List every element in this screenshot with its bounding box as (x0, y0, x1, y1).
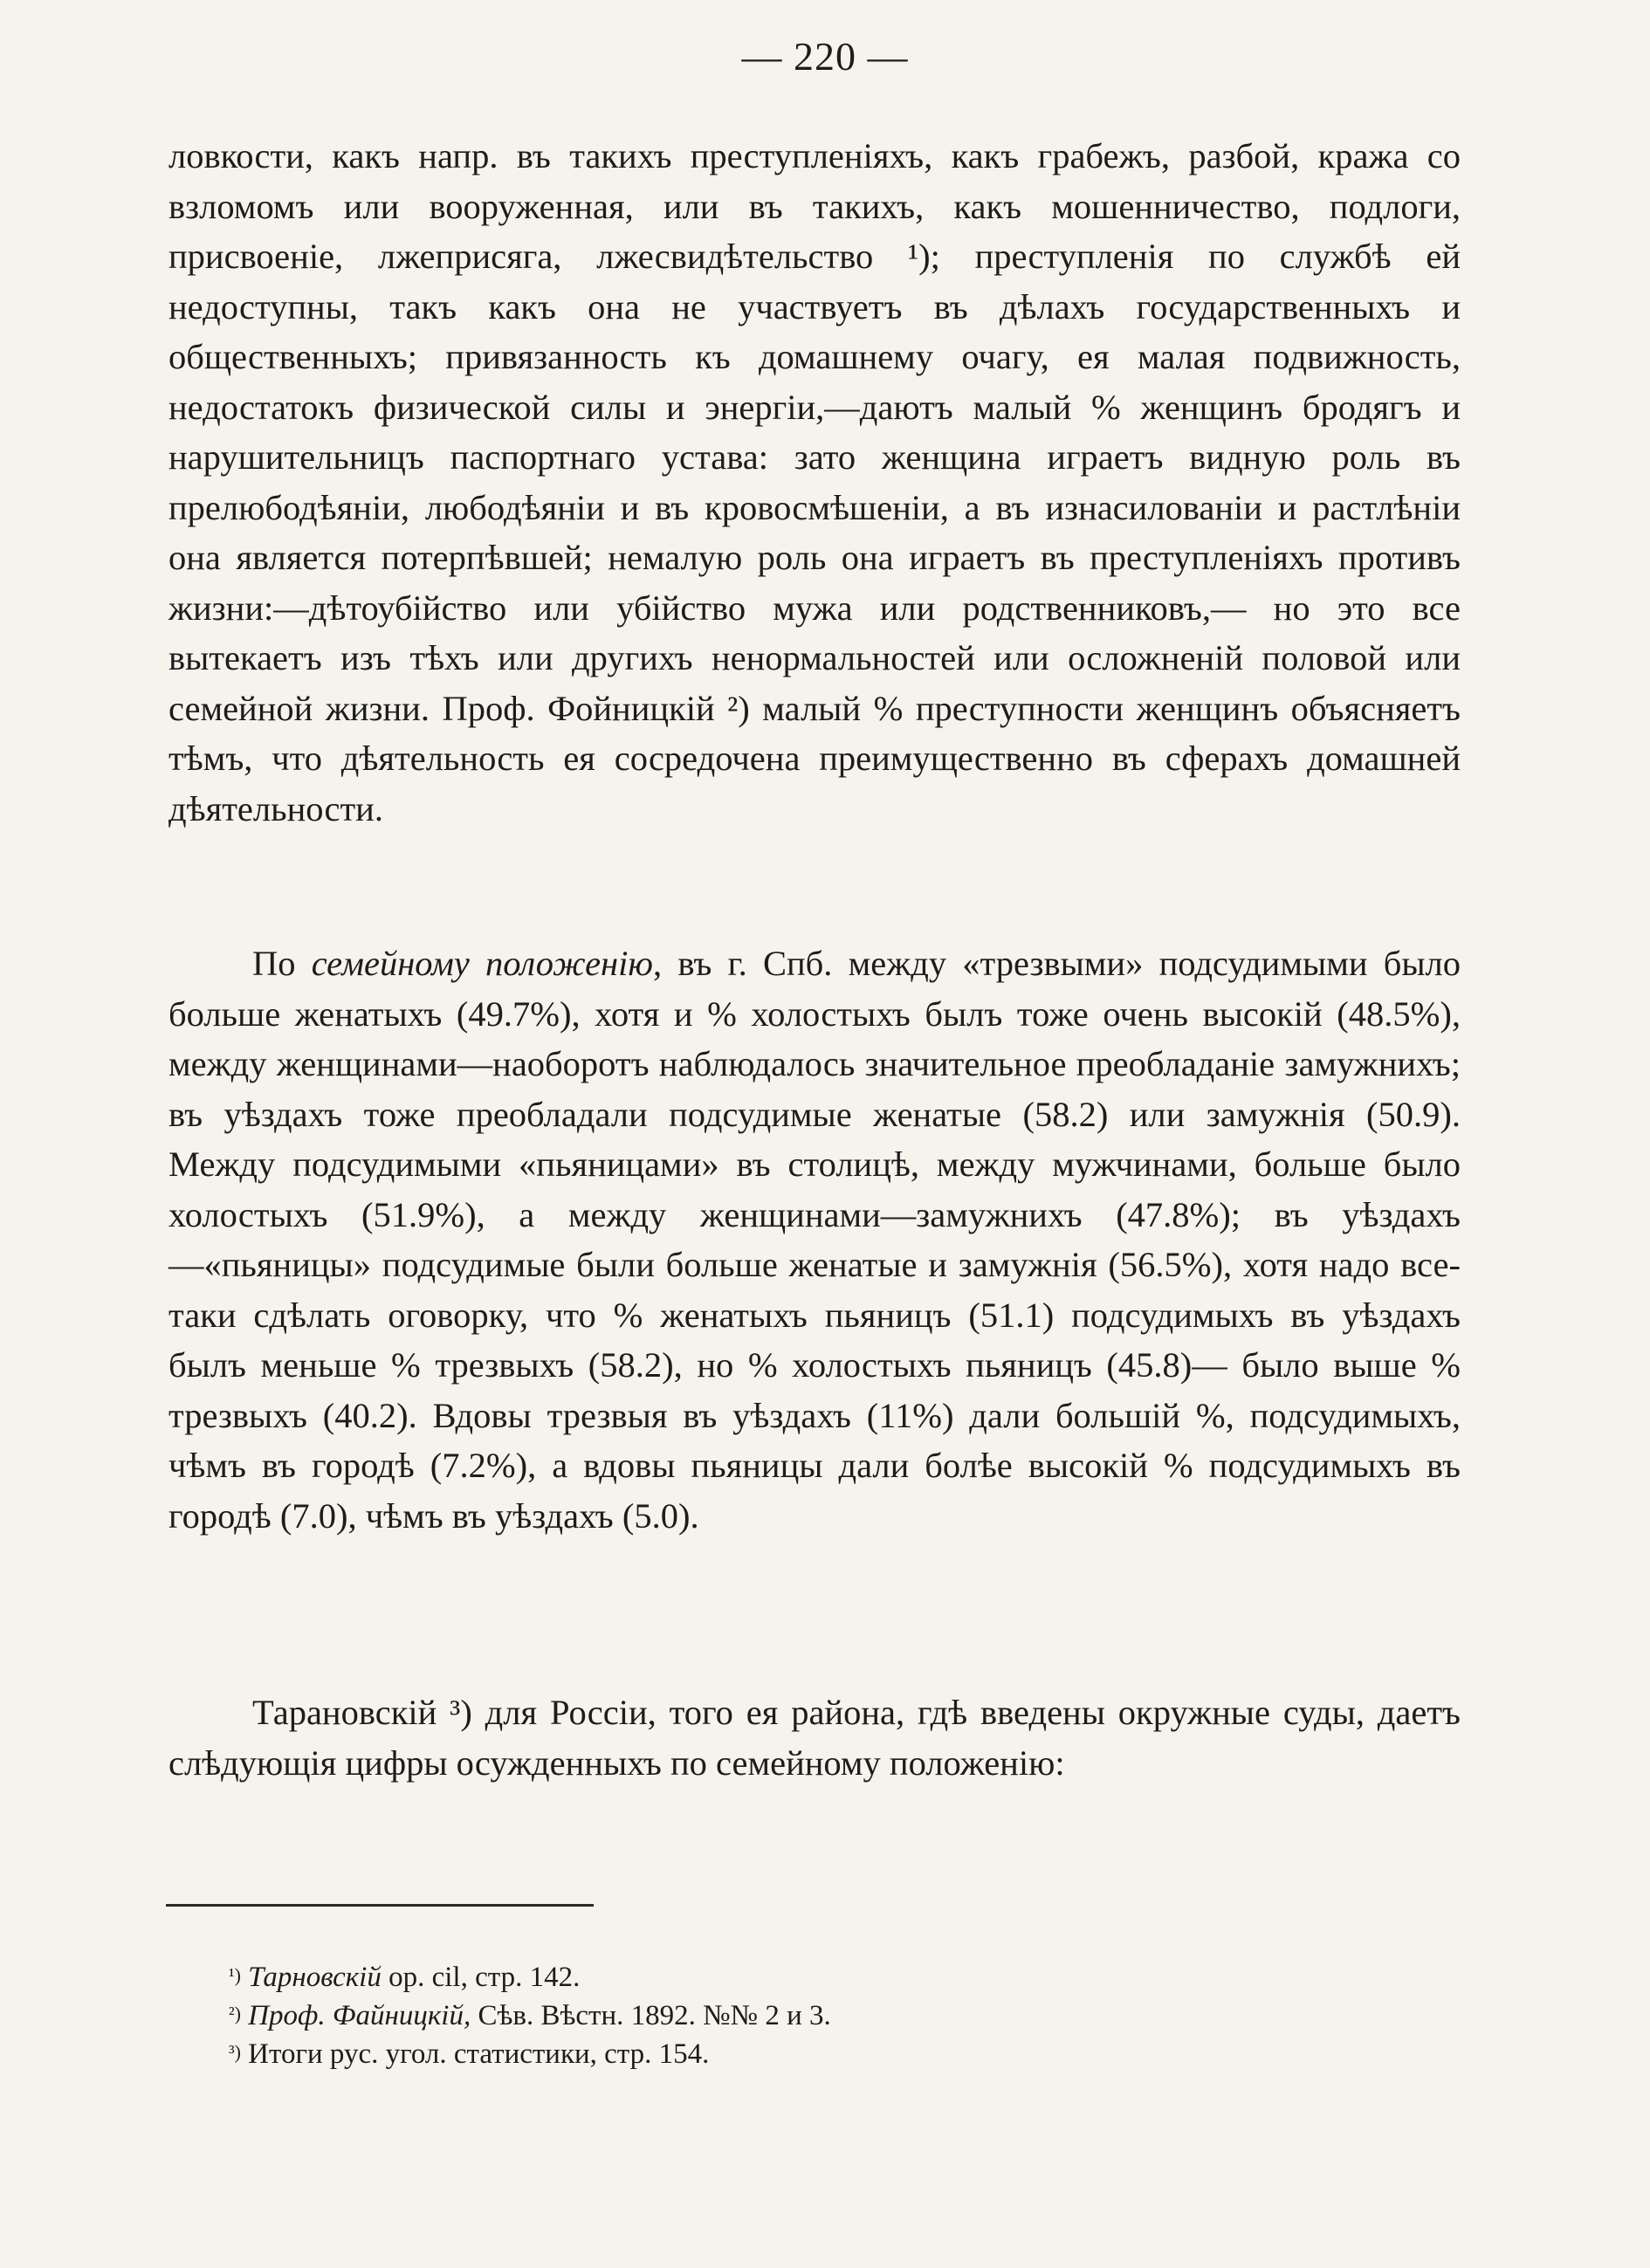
paragraph-lead: По (252, 944, 312, 983)
paragraph-text: Тарановскій ³) для Россіи, того ея района, гдѣ введены окружные суды, даетъ слѣдующія цифры осужденныхъ по семейному положенію: (168, 1693, 1461, 1783)
footnote-author: Тарновскій (248, 1962, 382, 1993)
footnote-text: Итоги рус. угол. статистики, стр. 154. (248, 2038, 710, 2070)
paragraph-text: , въ г. Спб. между «трезвыми» подсудимыми было больше женатыхъ (49.7%), хотя и % холостыхъ былъ тоже очень высокій (48.5%), между женщинами—наоборотъ наблюдалось значительное преобладаніе замужнихъ; въ уѣздахъ тоже преобладали подсудимые женатые (58.2) или замужнія (50.9). Между подсудимыми «пьяницами» въ столицѣ, между мужчинами, больше было холостыхъ (51.9%), а между женщинами—замужнихъ (47.8%); въ уѣздахъ—«пьяницы» подсудимые были больше женатые и замужнія (56.5%), хотя надо все-таки сдѣлать оговорку, что % женатыхъ пьяницъ (51.1) подсудимыхъ въ уѣздахъ былъ меньше % трезвыхъ (58.2), но % холостыхъ пьяницъ (45.8)— было выше % трезвыхъ (40.2). Вдовы трезвыя въ уѣздахъ (11%) дали большій %, подсудимыхъ, чѣмъ въ городѣ (7.2%), а вдовы пьяницы дали болѣе высокій % подсудимыхъ въ городѣ (7.0), чѣмъ въ уѣздахъ (5.0). (168, 944, 1461, 1536)
footnote-mark: ³) (229, 2041, 241, 2063)
footnote-mark: ²) (229, 2003, 241, 2024)
paragraph-text-container (168, 938, 1461, 1541)
emphasis-term: семейному положенію (311, 944, 653, 983)
page-number: — 220 — (741, 34, 909, 79)
footnote-2 (229, 1997, 1407, 2035)
footnote-mark: ¹) (229, 1964, 241, 1986)
paragraph-3 (168, 1687, 1461, 1788)
footnote-1 (229, 1958, 1407, 1997)
footnote-3 (229, 2035, 1407, 2073)
footnote-author: Проф. Файницкій, (248, 2000, 471, 2031)
paragraph-2 (168, 938, 1461, 1541)
footnote-text: Сѣв. Вѣстн. 1892. №№ 2 и 3. (471, 2000, 831, 2031)
footnote-divider (166, 1904, 594, 1907)
paragraph-text: ловкости, какъ напр. въ такихъ преступленіяхъ, какъ грабежъ, разбой, кража со взломомъ или вооруженная, или въ такихъ, какъ мошенничество, подлоги, присвоеніе, лжеприсяга, лжесвидѣтельство ¹); преступленія по службѣ ей недоступны, такъ какъ она не участвуетъ въ дѣлахъ государственныхъ и общественныхъ; привязанность къ домашнему очагу, ея малая подвижность, недостатокъ физической силы и энергіи,—даютъ малый % женщинъ бродягъ и нарушительницъ паспортнаго устава: зато женщина играетъ видную роль въ прелюбодѣяніи, любодѣяніи и въ кровосмѣшеніи, а въ изнасилованіи и растлѣніи она является потерпѣвшей; немалую роль она играетъ въ преступленіяхъ противъ жизни:—дѣтоубійство или убійство мужа или родственниковъ,— но это все вытекаетъ изъ тѣхъ или другихъ ненормальностей или осложненій половой или семейной жизни. Проф. Фойницкій ²) малый % преступности женщинъ объясняетъ тѣмъ, что дѣятельность ея сосредочена преимущественно въ сферахъ домашней дѣятельности. (168, 136, 1461, 828)
footnote-text: ор. cil, стр. 142. (381, 1962, 581, 1993)
paragraph-1 (168, 131, 1461, 834)
footnotes (229, 1958, 1407, 2073)
